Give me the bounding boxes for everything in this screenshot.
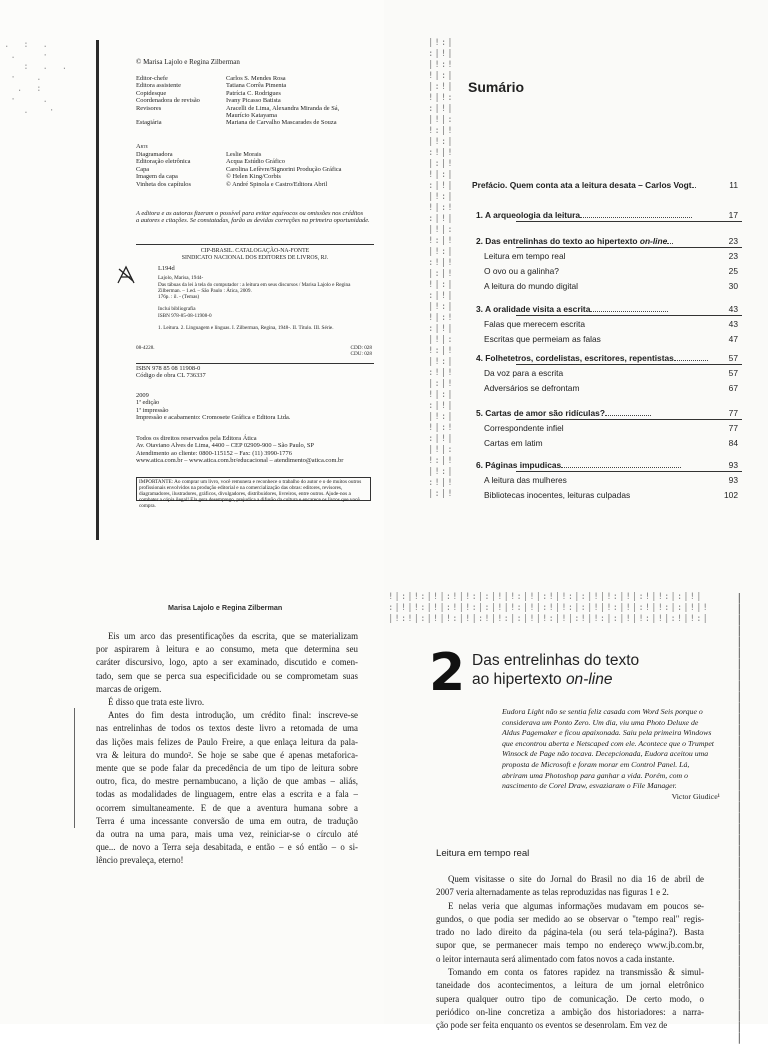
text-line: supera qualquer outro tipo de comunicação. De certo modo, o — [436, 993, 704, 1004]
toc-page-number: 77 — [728, 408, 738, 418]
margin-mark — [74, 708, 75, 828]
toc-page-number: 102 — [724, 490, 738, 500]
cip-line: 176p. : il. - (Temas) — [158, 294, 200, 301]
epigraph-author: Victor Giudice¹ — [671, 791, 720, 801]
toc-chapter — [476, 236, 673, 246]
credit-role: Editor-chefe — [136, 75, 168, 82]
toc-entry-title: 1. A arqueologia da leitura — [476, 210, 581, 220]
toc-entry-title: Cartas em latim — [484, 438, 543, 448]
credit-role: Vinheta dos capítulos — [136, 180, 191, 188]
credit-role: Revisores — [136, 104, 162, 112]
address-line: Atendimento ao cliente: 0800-115152 – Fax: (11) 3990-1776 — [136, 449, 292, 457]
credit-role: Estagiária — [136, 119, 162, 127]
text-line: E nelas veria que algumas informações mudavam em poucos se- — [448, 900, 704, 911]
credit-names — [226, 119, 376, 126]
toc-rule — [516, 471, 742, 472]
epigraph-line: proposta de Microsoft e foram morar em Control Panel. Lá, — [502, 759, 690, 769]
cip-number: 08-4228. — [136, 345, 155, 351]
text-line: das lições mais felizes de Paulo Freire, a que enlaça leitura da pala- — [96, 736, 358, 747]
credit-row — [136, 119, 376, 126]
toc-page-number: 77 — [728, 423, 738, 433]
copyright-page — [0, 0, 384, 540]
toc-entry-title: 4. Folhetetros, cordelistas, escritores, repentistas — [476, 353, 674, 363]
toc-entry-title: O ovo ou a galinha? — [484, 266, 559, 276]
address-line: www.atica.com.br – www.atica.com.br/educacional – atendimento@atica.com.br — [136, 457, 344, 465]
credit-role: Imagem da capa — [136, 173, 178, 181]
toc-page-number: 23 — [728, 236, 738, 246]
cip-line: Zilberman. – 1.ed. – São Paulo : Ática, 2009. — [158, 287, 252, 294]
toc-rule — [516, 419, 742, 420]
credit-names — [226, 75, 376, 82]
edition-block — [136, 392, 290, 422]
credit-row — [136, 173, 376, 180]
text-line: trado no lado direito da página-tela (ou será tela-página?). Basta — [436, 927, 704, 938]
section-title: Leitura em tempo real — [436, 848, 530, 859]
credit-row — [136, 75, 376, 82]
toc-page-number: 93 — [728, 475, 738, 485]
toc-page-number: 57 — [728, 368, 738, 378]
credit-row — [136, 90, 376, 97]
credit-name: Tatiana Corrêa Pimenta — [226, 82, 287, 90]
scan-noise: |!:| :|!| |!:! !|:| |:!| !|!: :|!| |!|: !:|! |!:| :!|! |:|! !|:| :|!| |!:| !|:! :|!| |!|: !:|! |!:| :!|! |:|! !|:| :|!| |!:| !|:! :|!| |!|: !:|! |!:| :!|! |:|! !|:| :|!| |!:| !|:! :|!| |!|: !:|! |!:| :!|! |:|! — [428, 38, 454, 499]
toc-entry-title: 5. Cartas de amor são ridículas? — [476, 408, 605, 418]
credit-names — [226, 173, 376, 180]
text-line: É disso que trata este livro. — [108, 697, 205, 708]
address-line: Av. Otaviano Alves de Lima, 4400 – CEP 02909-900 – São Paulo, SP — [136, 442, 314, 450]
credit-role: Editora assistente — [136, 82, 181, 90]
text-line: ção pode ser feita enquanto os eventos se desenrolam. Em vez de — [436, 1020, 668, 1031]
epigraph-line: Eudora Light não se sentia feliz casada com Word Seis porque o — [502, 707, 703, 716]
isbn-block: ISBN 978 85 08 11908-0 Código de obra CL 736337 — [136, 365, 206, 380]
credit-role: Coordenadora de revisão — [136, 97, 200, 105]
toc-page-number: 30 — [728, 281, 738, 291]
credit-name: Patrícia C. Rodrigues — [226, 89, 281, 97]
credit-role: Editoração eletrônica — [136, 158, 191, 166]
toc-chapter — [476, 304, 668, 314]
text-line: ocorrem simultaneamente. E de que a aventura humana sobre a — [96, 802, 358, 813]
text-line: lêncio prevaleça, eterno! — [96, 855, 184, 866]
cip-header: CIP-BRASIL. CATALOGAÇÃO-NA-FONTE SINDICATO NACIONAL DOS EDITORES DE LIVROS, RJ. — [181, 248, 329, 261]
address-line: Todos os direitos reservados pela Editora Ática — [136, 435, 257, 442]
text-line: 2007 veria alternadamente as telas reproduzidas nas figuras 1 e 2. — [436, 887, 669, 898]
text-line: que... de novo a Terra seja desabitada, e então – e só então – o si- — [96, 842, 358, 853]
text-line: o leitor internauta será alimentado com fatos novos a cada instante. — [436, 953, 675, 964]
credit-name: © Helen King/Corbis — [226, 173, 281, 181]
credit-role: Diagramadora — [136, 151, 173, 158]
text-line: supor que, se permanecer mais tempo no endereço www.jb.com.br, — [436, 940, 704, 951]
text-line: vra & leitura do mundo². Se hoje se sabe que é apenas metaforica- — [96, 749, 358, 760]
credit-names — [226, 166, 376, 173]
toc-page-number: 93 — [728, 460, 738, 470]
toc-leader — [580, 217, 692, 218]
toc-page-number: 84 — [728, 438, 738, 448]
scan-noise: | | | | | | | | | | | | | | | | | | | | | | | | | | | | | | | | | | | | | | | | | — [736, 591, 744, 1044]
copyright-line: © Marisa Lajolo e Regina Zilberman — [136, 58, 240, 66]
toc-subsection — [484, 281, 578, 291]
toc-leader — [692, 187, 696, 188]
toc-page-number: 43 — [728, 304, 738, 314]
toc-subsection — [484, 368, 563, 378]
credit-role: Capa — [136, 165, 150, 173]
toc-chapter — [476, 408, 651, 418]
cip-line: 1. Leitura. 2. Linguagem e línguas. I. Zilberman, Regina, 1948-. II. Título. III. Série. — [158, 325, 334, 332]
credit-name: Aracelli de Lima, Alexandra Miranda de Sá, — [226, 104, 340, 112]
credit-name: Carlos S. Mendes Rosa — [226, 75, 286, 82]
credit-names — [226, 90, 376, 97]
cip-line: ISBN 978-85-08-11908-0 — [158, 312, 212, 319]
credit-name: Maurício Katayama — [226, 112, 277, 120]
credit-name: Ivany Picasso Batista — [226, 97, 281, 105]
text-line: gundos, o que podia ser medido ao se observar o "tempo real" regis- — [436, 913, 704, 924]
cdd-cdu: CDD: 028 CDU: 028 — [350, 345, 372, 358]
toc-entry-title: Da voz para a escrita — [484, 368, 564, 378]
cip-line: Das tábuas da lei à tela do computador : a leitura em seus discursos / Marisa Lajolo e Regina — [158, 281, 351, 288]
text-line: caráter discursivo, logo, apto a ser examinado, discutido e comen- — [96, 657, 358, 668]
introduction-text — [96, 630, 358, 868]
toc-leader — [667, 243, 673, 244]
edition-line: 2009 — [136, 392, 149, 399]
credit-row — [136, 158, 376, 165]
epigraph-line: considerava um Ponto Zero. Um dia, viu uma Photo Deluxe de — [502, 717, 699, 727]
text-line: Quem visitasse o site do Jornal do Brasil no dia 16 de abril de — [448, 874, 704, 884]
toc-entry-title: 3. A oralidade visita a escrita — [476, 304, 591, 314]
credit-row — [136, 105, 376, 120]
credits-art — [136, 151, 376, 188]
credit-name: Carolina Lefèvre/Signorini Produção Gráfica — [226, 165, 342, 173]
text-line: Antes do fim desta introdução, um crédito final: inscreve-se — [108, 710, 358, 721]
epigraph-line: que encontrou aberta e Netscaped com ele. Acontece que o Trumpet — [502, 738, 714, 748]
chapter-text — [436, 873, 704, 1033]
credits-staff — [136, 75, 376, 127]
toc-title: Sumário — [468, 79, 525, 95]
toc-page-number: 23 — [728, 251, 738, 261]
cip-line: Inclui bibliografia — [158, 306, 196, 313]
credit-names — [226, 181, 376, 188]
toc-subsection — [484, 383, 579, 393]
credit-row — [136, 82, 376, 89]
credit-row — [136, 151, 376, 158]
toc-entry-title: Correspondente infiel — [484, 423, 564, 433]
chapter-opening-page — [384, 540, 768, 1044]
introduction-page — [0, 540, 384, 1024]
toc-entry-title: Leitura em tempo real — [484, 251, 566, 261]
toc-entry-title: Bibliotecas inocentes, leituras culpadas — [484, 490, 631, 500]
toc-subsection — [484, 438, 543, 448]
toc-page-number: 67 — [728, 383, 738, 393]
credit-names — [226, 82, 376, 89]
edition-line: 1ª impressão — [136, 406, 169, 414]
running-header: Marisa Lajolo e Regina Zilberman — [168, 603, 283, 612]
text-line: Eis um arco das presentificações da escrita, que se materializam — [108, 631, 358, 641]
credit-name: Acqua Estúdio Gráfico — [226, 158, 285, 166]
text-line: marcas de origem. — [96, 683, 162, 694]
toc-leader — [561, 467, 681, 468]
text-line: todas as modalidades de linguagem, entre elas a escrita e a fala – — [96, 789, 358, 800]
publisher-address — [136, 435, 386, 465]
credit-name: Leslie Morais — [226, 151, 262, 158]
toc-rule — [516, 364, 742, 365]
toc-entry-title: 6. Páginas impudicas — [476, 460, 562, 470]
credit-names — [226, 151, 376, 158]
toc-rule — [516, 247, 742, 248]
legal-notice-box: IMPORTANTE: Ao comprar um livro, você remunera e reconhece o trabalho do autor e o de muitos outros profissionais envolvidos na produção editorial e na comercialização das obras: editores, revisores, diagramadores, ilustradores, gráficos, divulgadores, distribuidores, livreiros, entre outros. Ajude-nos a combater a cópia ilegal! Ela gera desemprego, prejudica a difusão da cultura e encarece os livros que você compra. — [136, 477, 371, 501]
credit-role: Copidesque — [136, 89, 167, 97]
toc-leader — [674, 360, 708, 361]
catalog-mark-icon — [116, 265, 136, 285]
toc-entry-title: A leitura das mulheres — [484, 475, 567, 485]
epigraph-line: nascimento de Corel Draw, esvaziaram o File Manager. — [502, 781, 677, 791]
cip-line: Lajolo, Marisa, 1944- — [158, 275, 204, 282]
cip-catalog-box — [136, 244, 374, 364]
epigraph-line: Winsock de Page não tocava. Decepcionada, Eudora aceitou uma — [502, 749, 709, 759]
text-line: Tomando em conta os fatores rapidez na transmissão & simul- — [448, 967, 704, 978]
text-line: periódico on-line concretiza a ambição dos historiadores: a narra- — [436, 1006, 704, 1017]
epigraph-line: abriram uma Photoshop para ganhar a vida. Porém, com o — [502, 770, 689, 780]
toc-entry-title: A leitura do mundo digital — [484, 281, 579, 291]
scan-noise: . : . . · : . . · . . : · . . · — [4, 40, 69, 116]
text-line: tado, sem que se perca sua especificidade ou se comprometam suas — [96, 670, 358, 681]
table-of-contents-page — [384, 0, 768, 540]
credit-name: © André Spinola e Castro/Editora Abril — [226, 180, 328, 188]
toc-entry-title: Falas que merecem escrita — [484, 319, 586, 329]
edition-line: 1ª edição — [136, 399, 160, 407]
text-line: taneidade dos acontecimentos, a leitura de um jornal eletrônico — [436, 980, 704, 991]
credit-names — [226, 105, 376, 120]
toc-page-number: 17 — [728, 210, 738, 220]
text-line: da outra na uma para, mais uma vez, reiniciar-se o círculo até — [96, 829, 358, 840]
toc-page-number: 47 — [728, 334, 738, 344]
toc-subsection — [484, 251, 565, 261]
epigraph — [502, 707, 720, 802]
toc-subsection — [484, 475, 567, 485]
credit-row — [136, 97, 376, 104]
text-line: mente que se pode falar da precedência de um tipo de leitura sobre — [96, 763, 358, 774]
text-line: outro, fica, do mestre pernambucano, a lição de que ambas – aliás, — [96, 776, 358, 787]
toc-subsection — [484, 266, 559, 276]
toc-entry-title: Prefácio. Quem conta ata a leitura desata – Carlos Vogt — [472, 180, 692, 190]
arte-label: Arte — [136, 143, 148, 150]
credit-names — [226, 97, 376, 104]
toc-subsection — [484, 334, 601, 344]
toc-chapter — [476, 353, 708, 363]
credit-row — [136, 166, 376, 173]
toc-subsection — [484, 423, 564, 433]
toc-subsection — [484, 490, 630, 500]
text-line: nas entrelinhas de todos os textos deste livro a retomada de uma — [96, 723, 358, 734]
toc-leader — [605, 415, 651, 416]
toc-rule — [516, 315, 742, 316]
epigraph-line: Aldus Pagemaker e ficou apaixonada. Saiu pela primeira Windows — [502, 728, 712, 738]
toc-leader — [590, 311, 668, 312]
toc-page-number: 25 — [728, 266, 738, 276]
edition-line: Impressão e acabamento: Cromosete Gráfica e Editora Ltda. — [136, 414, 291, 422]
chapter-title: Das entrelinhas do texto ao hipertexto on-line — [472, 652, 640, 688]
toc-chapter — [476, 460, 681, 470]
toc-entry-title: 2. Das entrelinhas do texto ao hipertexto on-line — [476, 236, 668, 246]
toc-entry-title: Adversários se defrontam — [484, 383, 580, 393]
chapter-number: 2 — [429, 643, 466, 703]
toc-subsection — [484, 319, 585, 329]
text-line: Terra é uma incessante conversão de uma em outra, de tradução — [96, 815, 358, 826]
credit-name: Mariana de Carvalho Mascarades de Souza — [226, 119, 337, 127]
cip-entry: L194d Lajolo, Marisa, 1944- Das tábuas da lei à tela do computador : a leitura em seus discursos / Marisa Lajolo e Regina Zilberman. – 1.ed. – São Paulo : Ática, 2009. 176p. : il. - (Temas) Inclui bibliografia ISBN 978-85-08-11908-0 1. Leitura. 2. Linguagem e línguas. I. Zilberman, Regina, 1948-. II. Título. III. Série. — [158, 265, 372, 331]
toc-rule — [516, 221, 742, 222]
toc-chapter — [476, 210, 692, 220]
toc-page-number: 43 — [728, 319, 738, 329]
credit-names — [226, 158, 376, 165]
toc-page-number: 11 — [729, 180, 738, 190]
binding-edge — [96, 40, 99, 540]
credits-notice: A editora e as autoras fizeram o possível para evitar equívocos ou omissões nos créditos a autores e citações. Se constatadas, farão as devidas correções na primeira oportunidade. — [136, 210, 370, 225]
text-line: por aspirarem à leitura e ao consumo, meta que determina seu — [96, 644, 358, 655]
toc-chapter — [472, 180, 696, 190]
scan-noise: !|:|!:|!|:!|!:|:|!|!:|!|:!|!:|:|!|!:|!|:!|!:|:|!| :|!|!:|!|:!|!:|:|!|!:|!|:!|!:|:|!|!:|!|:!|!:|:|!|! |!:!|:|!|!:|!|:!|!:|:|!|!:|!|:!|!:|:|!|!:|!|:!|!:| — [388, 592, 709, 624]
toc-page-number: 57 — [728, 353, 738, 363]
toc-entry-title: Escritas que permeiam as falas — [484, 334, 601, 344]
credit-row — [136, 181, 376, 188]
